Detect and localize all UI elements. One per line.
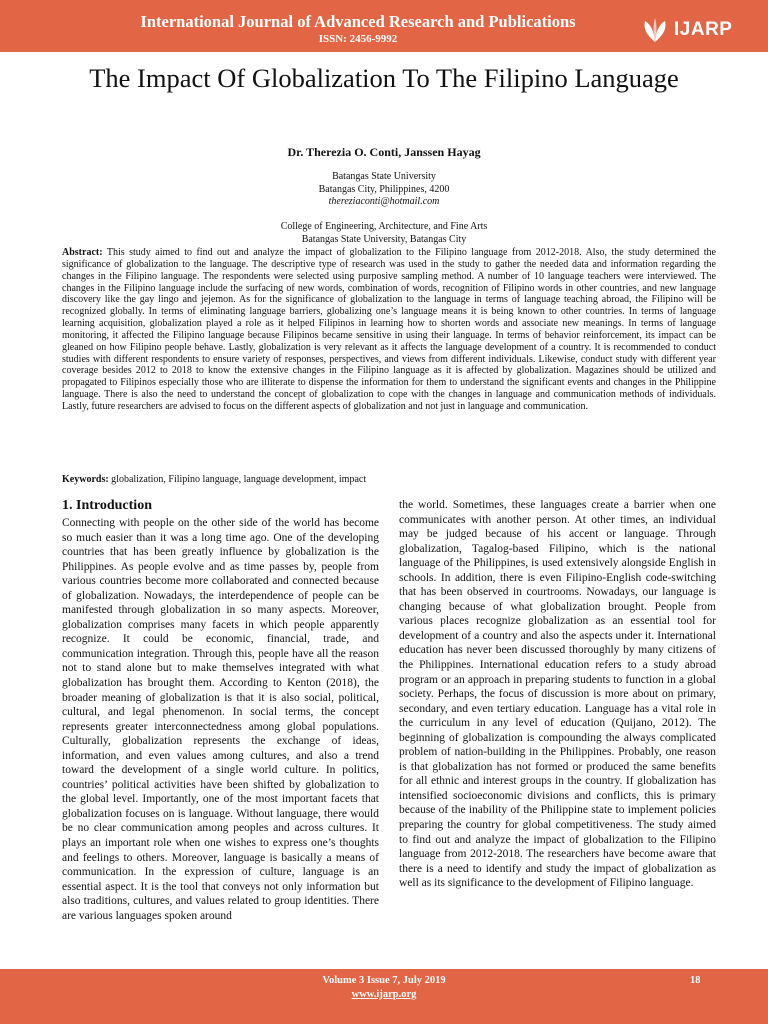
abstract-label: Abstract: [62,247,103,258]
journal-logo [640,16,732,44]
affiliation-college: College of Engineering, Architecture, and Fine Arts [280,221,488,232]
leaf-logo-icon [640,16,670,44]
affiliation-address: Batangas City, Philippines, 4200 [318,183,450,195]
affiliation-university: Batangas State University [332,171,436,182]
journal-issn: ISSN: 2456-9992 [318,33,398,45]
paper-title: The Impact Of Globalization To The Filipino Language [89,63,679,93]
author-affiliation-2 [0,221,768,246]
page-number: 18 [690,975,701,986]
section-heading-introduction: 1. Introduction [62,498,152,513]
keywords-label: Keywords: [62,474,109,485]
abstract [62,247,716,413]
keywords-text: globalization, Filipino language, language development, impact [111,474,367,485]
abstract-text: This study aimed to find out and analyze the impact of globalization to the Filipino language from 2012-2018. Also, the study determined the significance of globalization to the language. The descriptive type of research was used in the study to gather the needed data and information regarding the changes in the Filipino language. The respondents were selected using purposive sampling method. A number of 10 language teachers were interviewed. The changes in the Filipino language include the surfacing of new words, combination of words, recognition of Filipino words in other countries, and new language discovery like the gay lingo and jejemon. As for the significance of globalization to the language in terms of language teaching abroad, the Filipino will be recognized globally. In terms of eliminating language barriers, globalizing one’s language means it is being known to other countries. In terms of language learning acquisition, globalization played a role as it helped Filipinos in learning how to shorten words and associate new meanings. In terms of language monitoring, it affected the Filipino language because Filipinos became sensitive in using their language. In terms of behavior reinforcement, its impact can be gleaned on how Filipino people behave. Lastly, globalization is very relevant as it affects the language development of a country. It is recommended to conduct studies with different respondents to ensure variety of responses, perspectives, and views from different individuals. Likewise, conduct study with different year coverage besides 2012 to 2018 to know the extensive changes in the Filipino language as it is affected by globalization. Magazines should be utilized and propagated to Filipinos especially those who are illiterate to dispense the information for them to understand the significant events and changes in the Philippine language. There is also the need to understand the concept of globalization to cope with the changes in language and communication methods of individuals. Lastly, future researchers are advised to focus on the different aspects of globalization and not just in language and communication. [62,247,716,412]
introduction-right-column: the world. Sometimes, these languages create a barrier when one communicates with another person. At other times, an individual may be judged because of his accent or language. Through globalization, Tagalog-based Filipino, which is the national language of the Philippines, is used extensively alongside English in schools. In addition, there is even Filipino-English code-switching that has been observed in courtrooms. Nowadays, our language is changing because of what globalization brought. People from various places recognize globalization as an essential tool for development of a country and also the aspects under it. International education has never been discussed thoroughly by many citizens of the Philippines. International education refers to a study abroad program or an approach in preparing students to function in a global society. Perhaps, the focus of discussion is more about on primary, secondary, and even tertiary education. Language has a vital role in the curriculum in any level of education (Quijano, 2012). The beginning of globalization is compounding the always complicated problem of nation-building in the Philippines. Probably, one reason is that globalization has not formed or produced the same benefits for all ethnic and interest groups in the country. If globalization has intensified socioeconomic divisions and conflicts, this is primary because of the inability of the Philippine state to implement policies preparing the country for global competitiveness. The study aimed to find out and analyze the impact of globalization to the Filipino language from 2012-2018. The researchers have become aware that there is a need to identify and study the impact of globalization as well as its significance to the development of Filipino language. [399,499,716,890]
footer-volume: Volume 3 Issue 7, July 2019 [322,975,446,986]
author-affiliation-1 [0,171,768,209]
paper-authors: Dr. Therezia O. Conti, Janssen Hayag [287,145,481,159]
affiliation-address-2: Batangas State University, Batangas City [301,233,467,245]
introduction-left-column: Connecting with people on the other side of the world has become so much easier than it was a long time ago. One of the developing countries that has been greatly influence by globalization is the Philippines. As people evolve and as time passes by, people from various countries become more collaborated and connected because of globalization. Nowadays, the interdependence of people can be manifested through globalization in so many aspects. Moreover, globalization comprises many facets in which people apparently recognize. It could be economic, financial, trade, and communication integration. Through this, people have all the reason not to stand alone but to make themselves integrated with what globalization has brought them. According to Kenton (2018), the broader meaning of globalization is that it is also social, political, cultural, and legal phenomenon. In social terms, the concept represents greater interconnectedness among global populations. Culturally, globalization represents the exchange of ideas, information, and even values among cultures, and also a trend toward the development of a single world culture. In politics, countries’ political activities have been shifted by globalization to the global level. Importantly, one of the most important facets that globalization focuses on is language. Without language, there would be no clear communication among peoples and across cultures. It plays an important role when one wishes to express one’s thoughts and feelings to others. Moreover, language is basically a means of communication. In the expression of culture, language is an essential aspect. It is the tool that conveys not only information but also traditions, cultures, and values related to group identities. There are various languages spoken around [62,517,379,922]
logo-text: IJARP [674,19,733,40]
journal-name: International Journal of Advanced Research and Publications [140,12,576,31]
footer-website-link[interactable]: www.ijarp.org [351,989,417,1000]
keywords [62,474,716,486]
author-email: thereziaconti@hotmail.com [328,196,440,207]
